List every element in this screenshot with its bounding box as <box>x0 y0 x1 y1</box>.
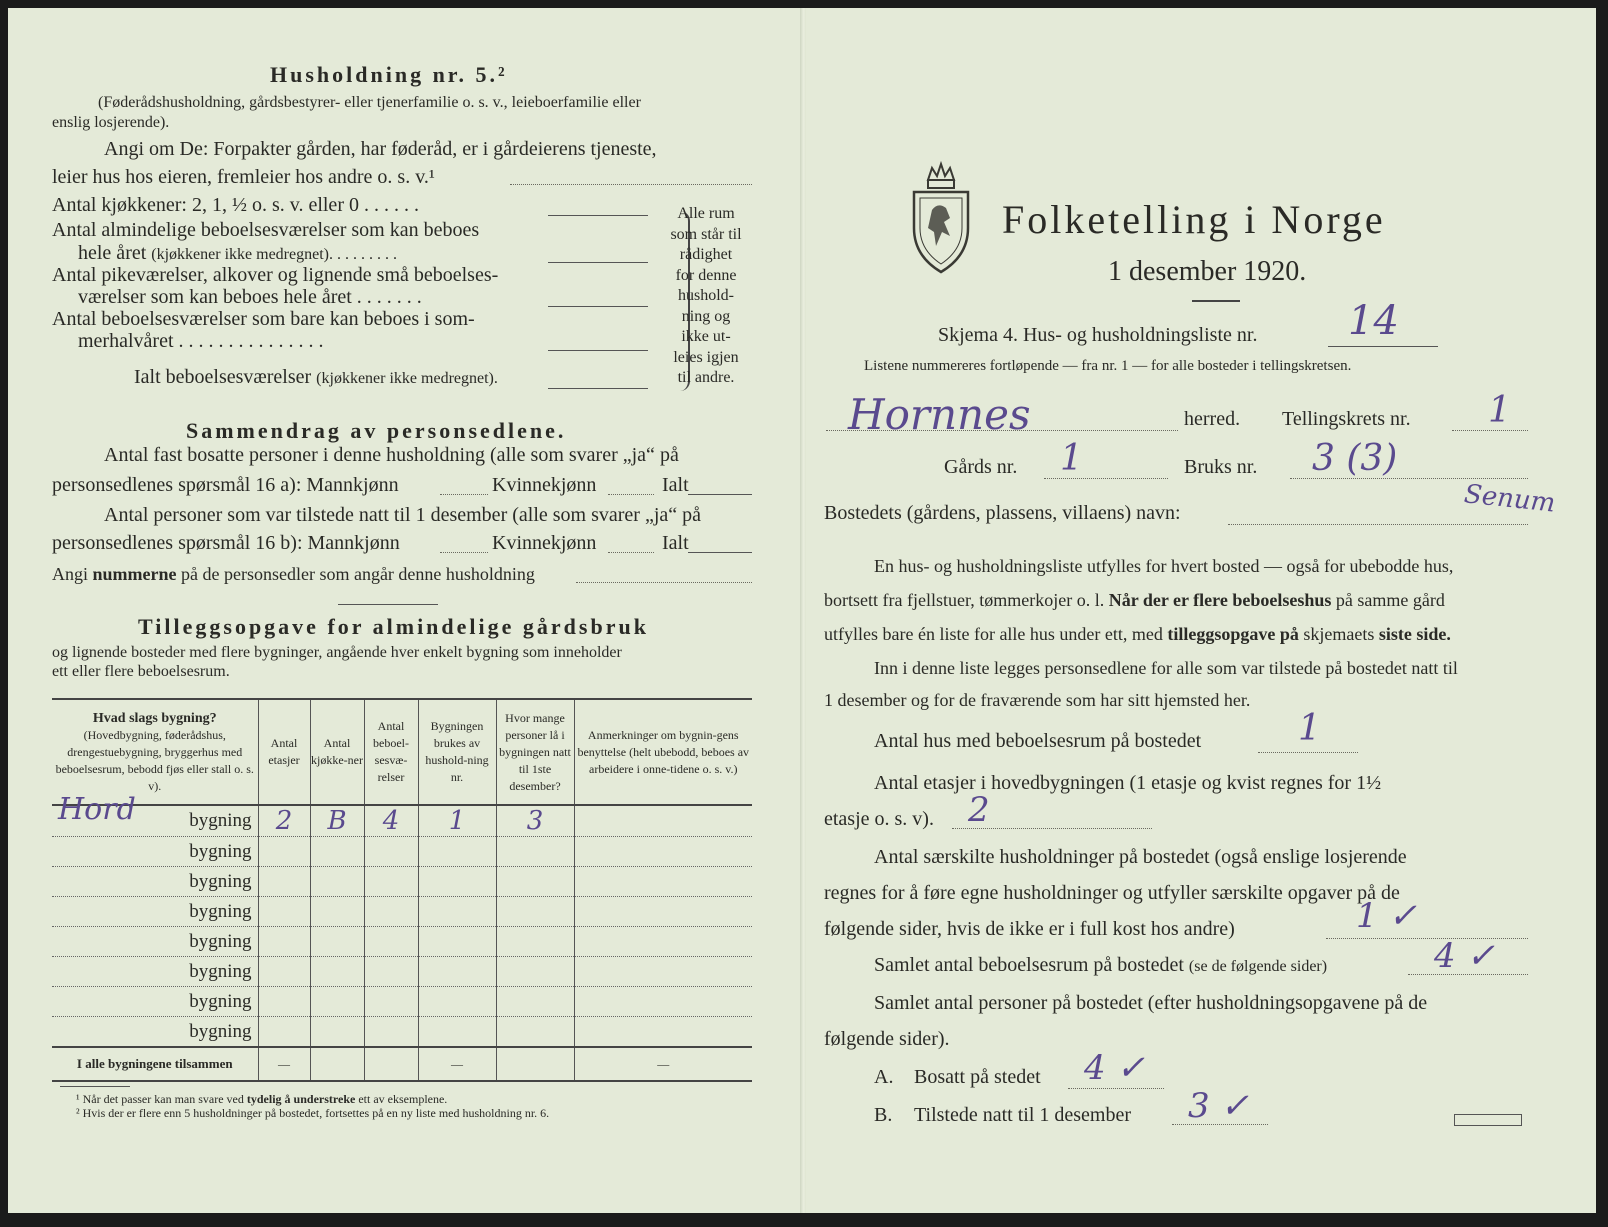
p2-post: på samme gård <box>1335 590 1445 610</box>
cell-vaerelser[interactable] <box>364 987 418 1017</box>
cell-kjokken[interactable]: B <box>310 805 364 837</box>
p2-bold: Når der er flere beboelseshus <box>1108 590 1332 610</box>
header-anmerkninger: Anmerkninger om bygnin-gens benyttelse (helt ubebodd, beboes av arbeidere i onne-tidene o. s. v.) <box>574 700 752 805</box>
cell-vaerelser[interactable] <box>364 927 418 957</box>
q3-field[interactable] <box>1326 938 1528 939</box>
table-row <box>52 987 752 1017</box>
footnote-2: ² Hvis der er flere enn 5 husholdninger på bostedet, fortsettes på en ny liste med husholdning nr. 6. <box>76 1106 550 1120</box>
s3-pre: Angi <box>52 564 88 584</box>
cell-vaerelser[interactable] <box>364 1017 418 1048</box>
p3-bold2: siste side. <box>1378 624 1451 644</box>
cell-vaerelser[interactable] <box>364 957 418 987</box>
cell-kjokken[interactable] <box>310 927 364 957</box>
s1-kvinne-field[interactable] <box>608 494 654 495</box>
cell-anmerkninger[interactable] <box>574 927 752 957</box>
household-intro-line1: (Føderådshusholdning, gårdsbestyrer- eller tjenerfamilie o. s. v., leieboerfamilie eller <box>98 94 641 111</box>
cell-etasjer[interactable] <box>258 987 310 1017</box>
bostedets-field[interactable] <box>1228 524 1528 525</box>
table-header-row <box>52 700 752 805</box>
sammendrag-title: Sammendrag av personsedlene. <box>186 418 567 443</box>
cell-personer[interactable]: 3 <box>496 805 574 837</box>
cell-hushold[interactable] <box>418 837 496 867</box>
cell-personer[interactable] <box>496 957 574 987</box>
bruks-value: 3 (3) <box>1312 438 1398 479</box>
header-kjokkener: Antal kjøkke-ner <box>310 700 364 805</box>
s2-line1: Antal personer som var tilstede natt til 1 desember (alle som svarer „ja“ på <box>104 504 702 526</box>
angi-line1: Angi om De: Forpakter gården, har føderåd, er i gårdeierens tjeneste, <box>104 138 657 160</box>
q5-line2: følgende sider). <box>824 1028 950 1050</box>
building-type-cell[interactable] <box>52 897 258 927</box>
cell-personer[interactable] <box>496 1017 574 1048</box>
building-type-cell[interactable] <box>52 867 258 897</box>
building-row-label: bygning <box>189 1020 252 1042</box>
building-type-cell[interactable] <box>52 1017 258 1048</box>
tillegg-title: Tilleggsopgave for almindelige gårdsbruk <box>138 614 649 639</box>
som-line2: merhalvåret . . . . . . . . . . . . . . . <box>78 330 324 352</box>
qb-value: 3 ✓ <box>1188 1086 1249 1126</box>
s1-line1: Antal fast bosatte personer i denne husholdning (alle som svarer „ja“ på <box>104 444 679 466</box>
q2-line2: etasje o. s. v). <box>824 808 934 830</box>
side-note-line: til andre. <box>677 369 735 386</box>
building-row-label: bygning <box>189 930 252 952</box>
skjema-value: 14 <box>1348 298 1399 344</box>
alm-line2: hele året <box>78 242 147 264</box>
table-row <box>52 837 752 867</box>
herred-label: herred. <box>1184 408 1241 430</box>
page-fold <box>800 8 806 1213</box>
s2-kvinne-field[interactable] <box>608 552 654 553</box>
p4: Inn i denne liste legges personsedlene for alle som var tilstede på bostedet natt til <box>874 658 1458 678</box>
tillegg-line1: og lignende bosteder med flere bygninger, angående hver enkelt bygning som inneholder <box>52 644 622 661</box>
s1-line2: personsedlenes spørsmål 16 a): Mannkjønn <box>52 474 399 496</box>
cell-personer[interactable] <box>496 927 574 957</box>
som-line1: Antal beboelsesværelser som bare kan beboes i som- <box>52 308 475 330</box>
s2-line2: personsedlenes spørsmål 16 b): Mannkjønn <box>52 532 400 554</box>
census-date: 1 desember 1920. <box>1108 256 1307 287</box>
s1-mann-field[interactable] <box>440 494 488 495</box>
side-note-line: ikke ut- <box>681 328 731 345</box>
building-row-label: bygning <box>189 960 252 982</box>
gards-value: 1 <box>1060 438 1083 479</box>
table-row <box>52 957 752 987</box>
cell-personer[interactable] <box>496 897 574 927</box>
cell-personer[interactable] <box>496 867 574 897</box>
cell-etasjer[interactable] <box>258 897 310 927</box>
main-title: Folketelling i Norge <box>1002 197 1386 242</box>
cell-anmerkninger[interactable] <box>574 805 752 837</box>
header-etasjer: Antal etasjer <box>258 700 310 805</box>
pike-line2: værelser som kan beboes hele året . . . . . . . <box>78 286 422 308</box>
total-hushold[interactable]: — <box>418 1047 496 1081</box>
cell-kjokken[interactable] <box>310 957 364 987</box>
alm-line2-note: (kjøkkener ikke medregnet). . . . . . . . . <box>151 246 397 263</box>
s3-bold: nummerne <box>92 564 177 584</box>
p3-mid: skjemaets <box>1303 624 1375 644</box>
s2-kvinne-label: Kvinnekjønn <box>492 532 597 554</box>
total-anmerkninger[interactable]: — <box>574 1047 752 1081</box>
q3-value: 1 ✓ <box>1356 896 1417 936</box>
building-row-label: bygning <box>189 990 252 1012</box>
cell-personer[interactable] <box>496 987 574 1017</box>
cell-etasjer[interactable] <box>258 867 310 897</box>
footnote-1: ¹ Når det passer kan man svare ved tydelig å understreke ett av eksemplene. <box>76 1092 448 1106</box>
building-type-cell[interactable] <box>52 792 258 837</box>
table-row <box>52 867 752 897</box>
q3-line2: regnes for å føre egne husholdninger og utfyller særskilte opgaver på de <box>824 882 1400 904</box>
p3-pre: utfylles bare én liste for alle hus under ett, med <box>824 624 1163 644</box>
side-note-line: rådighet <box>679 246 733 263</box>
cell-etasjer[interactable] <box>258 957 310 987</box>
side-note-line: for denne <box>675 266 737 284</box>
total-etasjer[interactable]: — <box>258 1047 310 1081</box>
skjema-field[interactable] <box>1328 346 1438 347</box>
p5: 1 desember og for de fraværende som har sitt hjemsted her. <box>824 690 1251 710</box>
q2-value: 2 <box>968 790 990 830</box>
cell-anmerkninger[interactable] <box>574 1017 752 1048</box>
q3-line1: Antal særskilte husholdninger på bostedet (også enslige losjerende <box>874 846 1407 868</box>
cell-hushold[interactable] <box>418 957 496 987</box>
cell-anmerkninger[interactable] <box>574 867 752 897</box>
total-personer[interactable] <box>496 1047 574 1081</box>
section-divider <box>338 604 438 605</box>
title-rule <box>1192 300 1240 302</box>
som-answer-line[interactable] <box>548 350 648 351</box>
cell-anmerkninger[interactable] <box>574 957 752 987</box>
building-type-cell[interactable] <box>52 957 258 987</box>
bruks-label: Bruks nr. <box>1184 456 1258 478</box>
qb-letter: B. <box>874 1104 893 1126</box>
building-row-label: bygning <box>189 870 252 892</box>
cell-kjokken[interactable] <box>310 837 364 867</box>
ialt-note: (kjøkkener ikke medregnet). <box>316 370 498 387</box>
cell-hushold[interactable] <box>418 927 496 957</box>
q4-label: Samlet antal beboelsesrum på bostedet <box>874 954 1184 976</box>
cell-vaerelser[interactable] <box>364 837 418 867</box>
q1-value: 1 <box>1298 708 1321 749</box>
p2-pre: bortsett fra fjellstuer, tømmerkojer o. l. <box>824 590 1105 610</box>
building-type-cell[interactable] <box>52 927 258 957</box>
cell-hushold[interactable] <box>418 867 496 897</box>
cell-etasjer[interactable] <box>258 927 310 957</box>
s3-post: på de personsedler som angår denne husholdning <box>181 564 535 584</box>
table-row <box>52 927 752 957</box>
q4-value: 4 ✓ <box>1434 936 1495 976</box>
tillegg-line2: ett eller flere beboelsesrum. <box>52 663 230 680</box>
bostedets-value: Senum <box>1462 479 1557 519</box>
p1: En hus- og husholdningsliste utfylles for hvert bosted — også for ubebodde hus, <box>874 556 1454 576</box>
cell-anmerkninger[interactable] <box>574 837 752 867</box>
pike-line1: Antal pikeværelser, alkover og lignende små beboelses- <box>52 264 499 286</box>
cell-kjokken[interactable] <box>310 987 364 1017</box>
s1-ialt-field[interactable] <box>688 494 752 495</box>
total-kjokken[interactable] <box>310 1047 364 1081</box>
q2-line1: Antal etasjer i hovedbygningen (1 etasje og kvist regnes for 1½ <box>874 772 1382 794</box>
ialt-label: Ialt beboelsesværelser <box>134 366 312 388</box>
cell-hushold[interactable] <box>418 897 496 927</box>
cell-vaerelser[interactable] <box>364 897 418 927</box>
household-intro-line2: enslig losjerende). <box>52 114 170 131</box>
kjokken-answer-line[interactable] <box>548 215 648 216</box>
qa-field[interactable] <box>1068 1088 1164 1089</box>
side-note-line: ning og <box>681 307 731 325</box>
alm-answer-line[interactable] <box>548 262 648 263</box>
building-type-cell[interactable] <box>52 987 258 1017</box>
s1-ialt-label: Ialt <box>662 474 689 496</box>
tellingskrets-label: Tellingskrets nr. <box>1282 408 1411 430</box>
angi-line2: leier hus hos eieren, fremleier hos andre o. s. v.¹ <box>52 166 435 188</box>
building-row-label: bygning <box>189 810 252 831</box>
side-note-line: Alle rum <box>677 205 735 222</box>
building-type-cell[interactable] <box>52 837 258 867</box>
pike-answer-line[interactable] <box>548 306 648 307</box>
angi-answer-line[interactable] <box>510 184 752 185</box>
total-vaerelser[interactable] <box>364 1047 418 1081</box>
s3-field[interactable] <box>576 582 752 583</box>
total-label: I alle bygningene tilsammen <box>52 1047 258 1081</box>
coat-of-arms-icon <box>906 158 976 278</box>
qb-label: Tilstede natt til 1 desember <box>914 1104 1132 1126</box>
side-note-line: hushold- <box>678 287 734 304</box>
qa-label: Bosatt på stedet <box>914 1066 1041 1088</box>
header-personer: Hvor mange personer lå i bygningen natt til 1ste desember? <box>496 700 574 805</box>
herred-value: Hornnes <box>848 390 1031 439</box>
q1-label: Antal hus med beboelsesrum på bostedet <box>874 730 1202 752</box>
header-vaerelser: Antal beboel-sesvæ-relser <box>364 700 418 805</box>
table-total-row <box>52 1047 752 1081</box>
building-name-value: Hord <box>58 792 136 827</box>
side-note-line: leies igjen <box>673 348 739 366</box>
cell-etasjer[interactable] <box>258 1017 310 1048</box>
cell-etasjer[interactable]: 2 <box>258 805 310 837</box>
side-note <box>658 204 754 389</box>
header-building-type: Hvad slags bygning? (Hovedbygning, føderådshus, drengestuebygning, bryggerhus med beboelsesrum, bebodd fjøs eller stall o. s. v). <box>52 700 258 805</box>
cell-personer[interactable] <box>496 837 574 867</box>
cell-hushold[interactable] <box>418 987 496 1017</box>
ialt-answer-line[interactable] <box>548 388 648 389</box>
table-row <box>52 897 752 927</box>
cell-hushold[interactable]: 1 <box>418 805 496 837</box>
p3-bold: tilleggsopgave på <box>1167 624 1299 644</box>
tellingskrets-value: 1 <box>1488 390 1511 431</box>
listene-note: Listene nummereres fortløpende — fra nr. 1 — for alle bosteder i tellingskretsen. <box>864 358 1352 374</box>
s2-ialt-field[interactable] <box>688 552 752 553</box>
gards-label: Gårds nr. <box>944 456 1018 478</box>
qa-value: 4 ✓ <box>1084 1048 1145 1088</box>
qa-letter: A. <box>874 1066 894 1088</box>
cell-hushold[interactable] <box>418 1017 496 1048</box>
q5-line1: Samlet antal personer på bostedet (efter husholdningsopgavene på de <box>874 992 1428 1014</box>
side-note-line: som står til <box>670 225 742 243</box>
s2-mann-field[interactable] <box>440 552 488 553</box>
census-form-sheet <box>8 8 1596 1213</box>
cell-anmerkninger[interactable] <box>574 987 752 1017</box>
skjema-label: Skjema 4. Hus- og husholdningsliste nr. <box>938 324 1258 346</box>
q4-note: (se de følgende sider) <box>1188 958 1328 975</box>
household-title: Husholdning nr. 5.² <box>270 62 508 87</box>
cell-vaerelser[interactable]: 4 <box>364 805 418 837</box>
cell-etasjer[interactable] <box>258 837 310 867</box>
cell-vaerelser[interactable] <box>364 867 418 897</box>
header-hushold: Bygningen brukes av hushold-ning nr. <box>418 700 496 805</box>
table-row <box>52 1017 752 1048</box>
cell-kjokken[interactable] <box>310 897 364 927</box>
building-row-label: bygning <box>189 840 252 862</box>
printer-stamp <box>1454 1114 1522 1126</box>
building-table <box>52 700 752 1082</box>
footnote-rule <box>60 1086 130 1087</box>
q1-field[interactable] <box>1258 752 1358 753</box>
q3-line3: følgende sider, hvis de ikke er i full kost hos andre) <box>824 918 1235 940</box>
table-row <box>52 805 752 837</box>
cell-anmerkninger[interactable] <box>574 897 752 927</box>
building-row-label: bygning <box>189 900 252 922</box>
kjokken-label: Antal kjøkkener: 2, 1, ½ o. s. v. eller 0 . . . . . . <box>52 194 419 216</box>
bostedets-label: Bostedets (gårdens, plassens, villaens) navn: <box>824 502 1181 524</box>
s1-kvinne-label: Kvinnekjønn <box>492 474 597 496</box>
s2-ialt-label: Ialt <box>662 532 689 554</box>
cell-kjokken[interactable] <box>310 1017 364 1048</box>
cell-kjokken[interactable] <box>310 867 364 897</box>
alm-line1: Antal almindelige beboelsesværelser som kan beboes <box>52 219 480 241</box>
